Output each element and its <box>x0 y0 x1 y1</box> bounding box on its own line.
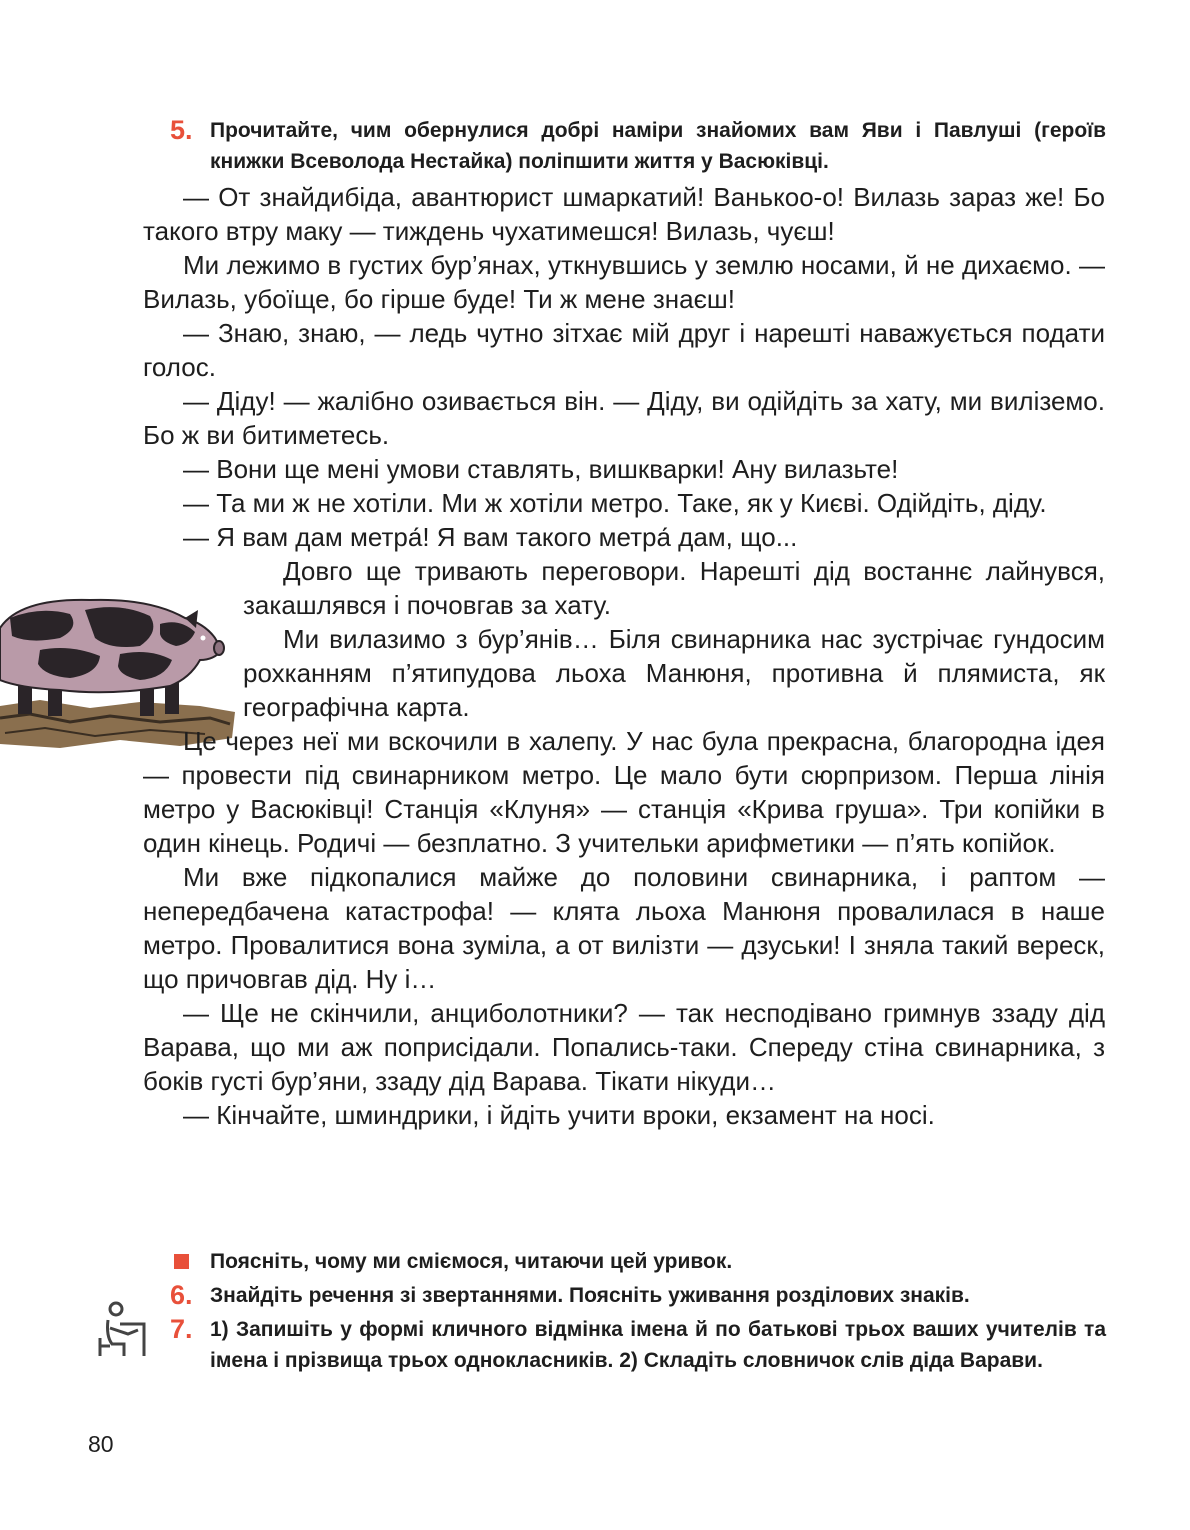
story-paragraph: Ми вилазимо з бур’янів… Біля свинарника нас зустрічає гундосим рохканням п’ятипудова льоха Манюня, противна й плямиста, як географічна карта. <box>243 624 1105 722</box>
story-paragraph: — Я вам дам метра́! Я вам такого метра́ дам, що... <box>183 522 798 552</box>
task-7 <box>170 1314 1106 1376</box>
story-wrapped-block <box>243 554 1105 724</box>
story-paragraph: Ми вже підкопалися майже до половини свинарника, і раптом — непередбачена катастрофа! — клята льоха Манюня провалилася в наше метро. Провалитися вона зуміла, а от вилізти — дзуськи! І зняла такий вереск, що причовгав дід. Ну і… <box>143 862 1105 994</box>
task-5 <box>170 115 1106 177</box>
story-paragraph: — Кінчайте, шминдрики, і йдіть учити вроки, екзамент на носі. <box>183 1100 935 1130</box>
story-paragraph: Ми лежимо в густих бур’янах, уткнувшись у землю носами, й не дихаємо. — Вилазь, убоїще, бо гірше буде! Ти ж мене знаєш! <box>143 250 1105 314</box>
square-bullet-icon <box>174 1254 189 1269</box>
story-paragraph: — Та ми ж не хотіли. Ми ж хотіли метро. Таке, як у Києві. Одійдіть, діду. <box>183 488 1047 518</box>
task-6 <box>170 1280 1106 1311</box>
story-text <box>143 180 1105 1132</box>
task-6-text: Знайдіть речення зі звертаннями. Поясніть уживання розділових знаків. <box>210 1284 970 1307</box>
student-writing-icon <box>98 1300 154 1358</box>
bullet-task <box>170 1246 1106 1277</box>
task-6-number: 6. <box>170 1280 193 1310</box>
story-paragraph: — От знайдибіда, авантюрист шмаркатий! Ванькоо-о! Вилазь зараз же! Бо такого втру маку — тиждень чухатимешся! Вилазь, чуєш! <box>143 182 1105 246</box>
story-paragraph: — Діду! — жалібно озивається він. — Діду, ви одійдіть за хату, ми виліземо. Бо ж ви битиметесь. <box>143 386 1105 450</box>
story-paragraph: — Вони ще мені умови ставлять, вишкварки! Ану вилазьте! <box>183 454 899 484</box>
bullet-task-text: Поясніть, чому ми сміємося, читаючи цей уривок. <box>210 1250 733 1273</box>
page-number: 80 <box>88 1431 114 1457</box>
story-paragraph: — Знаю, знаю, — ледь чутно зітхає мій друг і нарешті наважується подати голос. <box>143 318 1105 382</box>
task-5-text: Прочитайте, чим обернулися добрі наміри знайомих вам Яви і Павлуші (героїв книжки Всеволода Нестайка) поліпшити життя у Васюківці. <box>210 119 1106 173</box>
story-paragraph: Це через неї ми вскочили в халепу. У нас була прекрасна, благородна ідея — провести під свинарником метро. Це мало бути сюрпризом. Перша лінія метро у Васюківці! Станція «Клуня» — станція «Крива груша». Три копійки в один кінець. Родичі — безплатно. З учительки арифметики — п’ять копійок. <box>143 726 1105 858</box>
story-paragraph: Довго ще тривають переговори. Нарешті дід востаннє лайнувся, закашлявся і почовгав за хату. <box>243 556 1105 620</box>
task-5-number: 5. <box>170 115 193 145</box>
task-7-text: 1) Запишіть у формі кличного відмінка імена й по батькові трьох ваших учителів та імена і прізвища трьох однокласників. 2) Складіть словничок слів діда Варави. <box>210 1318 1106 1372</box>
story-paragraph: — Ще не скінчили, анциболотники? — так несподівано гримнув ззаду дід Варава, що ми аж поприсідали. Попались-таки. Спереду стіна свинарника, з боків густі бур’яни, ззаду дід Варава. Тікати нікуди… <box>143 998 1105 1096</box>
task-7-number: 7. <box>170 1314 193 1344</box>
